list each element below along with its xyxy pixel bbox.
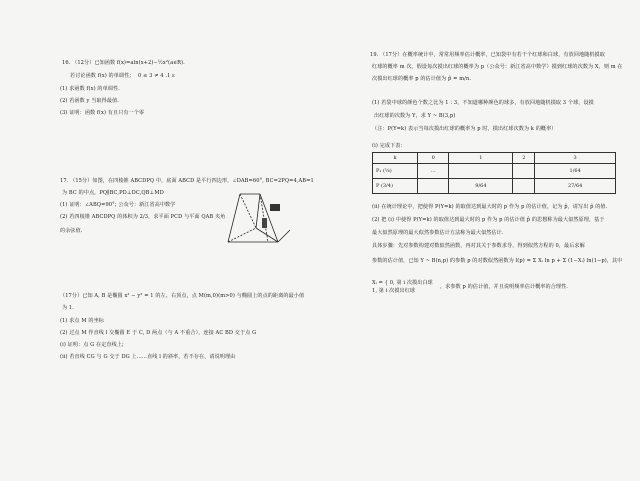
- q16-part-3: (3) 证明：函数 f(x) 有且只有一个零: [60, 110, 145, 116]
- q18-part-2: (2) 过点 M 作直线 l 交椭圆 E 于 C, D 两点（与 A 不重合），连接 AC BD 交于点 G: [60, 330, 257, 336]
- q18-line-a: 为 1.: [62, 305, 74, 311]
- table-cell: [513, 164, 535, 179]
- table-header-cell: 1: [449, 153, 513, 164]
- table-cell: [513, 179, 535, 194]
- q16-line-a-tail: 0 ≤ 3 ≠ 4 .1 ε: [138, 73, 175, 79]
- table-header-cell: 3: [535, 153, 616, 164]
- table-row: [373, 179, 616, 194]
- q19-part-1-cont: 出红球的次数为 Y，求 Y ~ B(3,p): [374, 113, 456, 119]
- q16-part-2: (2) 若函数 y 当取得最值.: [60, 98, 119, 104]
- q19-indicator-case-1: 1, 第 i 次摸出红球: [372, 288, 416, 294]
- q19-note: （注：P(Y=k) 表示当每次摸出红球的概率为 p 时，摸出红球次数为 k 的概率）: [372, 126, 557, 132]
- q19-indicator-case-0: Xᵢ = { 0, 第 i 次摸出白球: [372, 280, 433, 286]
- q17-part-2: (2) 若四棱锥 ABCDPQ 的体积为 2/3，求平面 PCD 与平面 QAB 夹角: [60, 214, 226, 220]
- table-cell: [449, 164, 513, 179]
- q17-line-a: 为 BC 的中点，PQ∥BC,PD⊥DC,QB⊥MD: [62, 190, 164, 196]
- q19-final-task: ，求参数 p 的估计值，并且说明频率估计概率的合理性.: [440, 284, 568, 290]
- q18-part-4: (ii) 若直线 CG 与 G 交于 DG 上……直线 l 的斜率，若不存在，请说明理由: [60, 354, 236, 360]
- q19-header: 19. （17分）在概率统计中，常常用频率估计概率，已知袋中有若干个红球和白球，有放回地随机摸取: [370, 52, 605, 58]
- q19-part-ii: (ii) 在统计理论中，把使得 P(Y=k) 的取值达到最大时的 p 作为 p 的估计值，记为 p̂，请写出 p̂ 的值.: [372, 204, 608, 210]
- table-cell: 1/64: [535, 164, 616, 179]
- q16-part-1: (1) 求函数 f(x) 的单调性.: [60, 86, 120, 92]
- q17-header: 17. （15分）如图，在四棱锥 ABCDPQ 中，底面 ABCD 是平行四边形，∠DAB=60°, BC=2PQ=4,AB=1: [60, 178, 314, 184]
- probability-table: [372, 152, 616, 194]
- table-header-cell: k: [373, 153, 418, 164]
- q17-part-3: 的余弦值.: [60, 228, 83, 234]
- q19-part-2: (2) 把 (i) 中使得 P(Y=k) 的取值达到最大时的 p 作为 p 的估计值 p̂ 的思想称为最大似然原理，基于: [372, 217, 605, 223]
- q16-line-a: 若讨论函数 f(x) 的单调性;: [70, 73, 132, 79]
- table-cell: [418, 179, 449, 194]
- q18-part-3: (i) 证明：点 G 在定直线上;: [60, 342, 124, 348]
- q17-part-1: (1) 证明：∠ABQ=90°; 公众号：新江省高中数学: [60, 202, 176, 208]
- q18-part-1: (1) 求点 M 的坐标: [60, 318, 104, 324]
- q18-header: （17分）已知 A, B 是椭圆 x² − y² = 1 的左、右顶点，点 M(m,0)(m>0) 与椭圆上的点的距离的最小值: [60, 293, 305, 299]
- q16-header: 16. （12分）已知函数 f(x)=aln(x+2)−½x²(a∈R).: [62, 60, 185, 66]
- table-row: [373, 164, 616, 179]
- q19-line-b: 次摸出红球的概率 p 的估计值为 p̂ = m/n.: [372, 76, 472, 82]
- table-header-cell: 0: [418, 153, 449, 164]
- q19-part-1: (1) 若袋中球的颜色个数之比为 1 : 3，不知道哪种颜色的球多，有放回地随机摸取 3 个球，设摸: [372, 100, 594, 106]
- row-label: P₁ (¼): [373, 164, 418, 179]
- q19-table-instruction: (i) 完成下表：: [372, 143, 406, 149]
- figure-smudge: [270, 204, 280, 211]
- table-header-row: [373, 153, 616, 164]
- table-cell: 9/64: [449, 179, 513, 194]
- table-cell: 27/64: [535, 179, 616, 194]
- table-header-cell: 2: [513, 153, 535, 164]
- table-cell: …: [418, 164, 449, 179]
- q19-log-likelihood: 参数的估计值，已知 Y ~ B(n,p) 的参数 p 的对数似然函数为 l(p) = Σ Xᵢ ln p + Σ (1−Xᵢ) ln(1−p)，其中: [372, 258, 623, 264]
- q19-part-2-cont: 最大似然原理的最大似然参数估计方法称为最大似然估计.: [372, 230, 504, 236]
- q19-line-a: 红球的概率 m 次，假设每次摸出红球的概率为 p（公众号：新江省高中数学）摸到红球的次数为 X，则 m 在: [372, 64, 623, 70]
- q17-figure: [222, 188, 300, 250]
- q19-steps: 具体步骤：先对参数构建对数似然函数，再对其关于参数求导，得到似然方程的 0，最后求解: [372, 243, 585, 249]
- row-label: P (3/4): [373, 179, 418, 194]
